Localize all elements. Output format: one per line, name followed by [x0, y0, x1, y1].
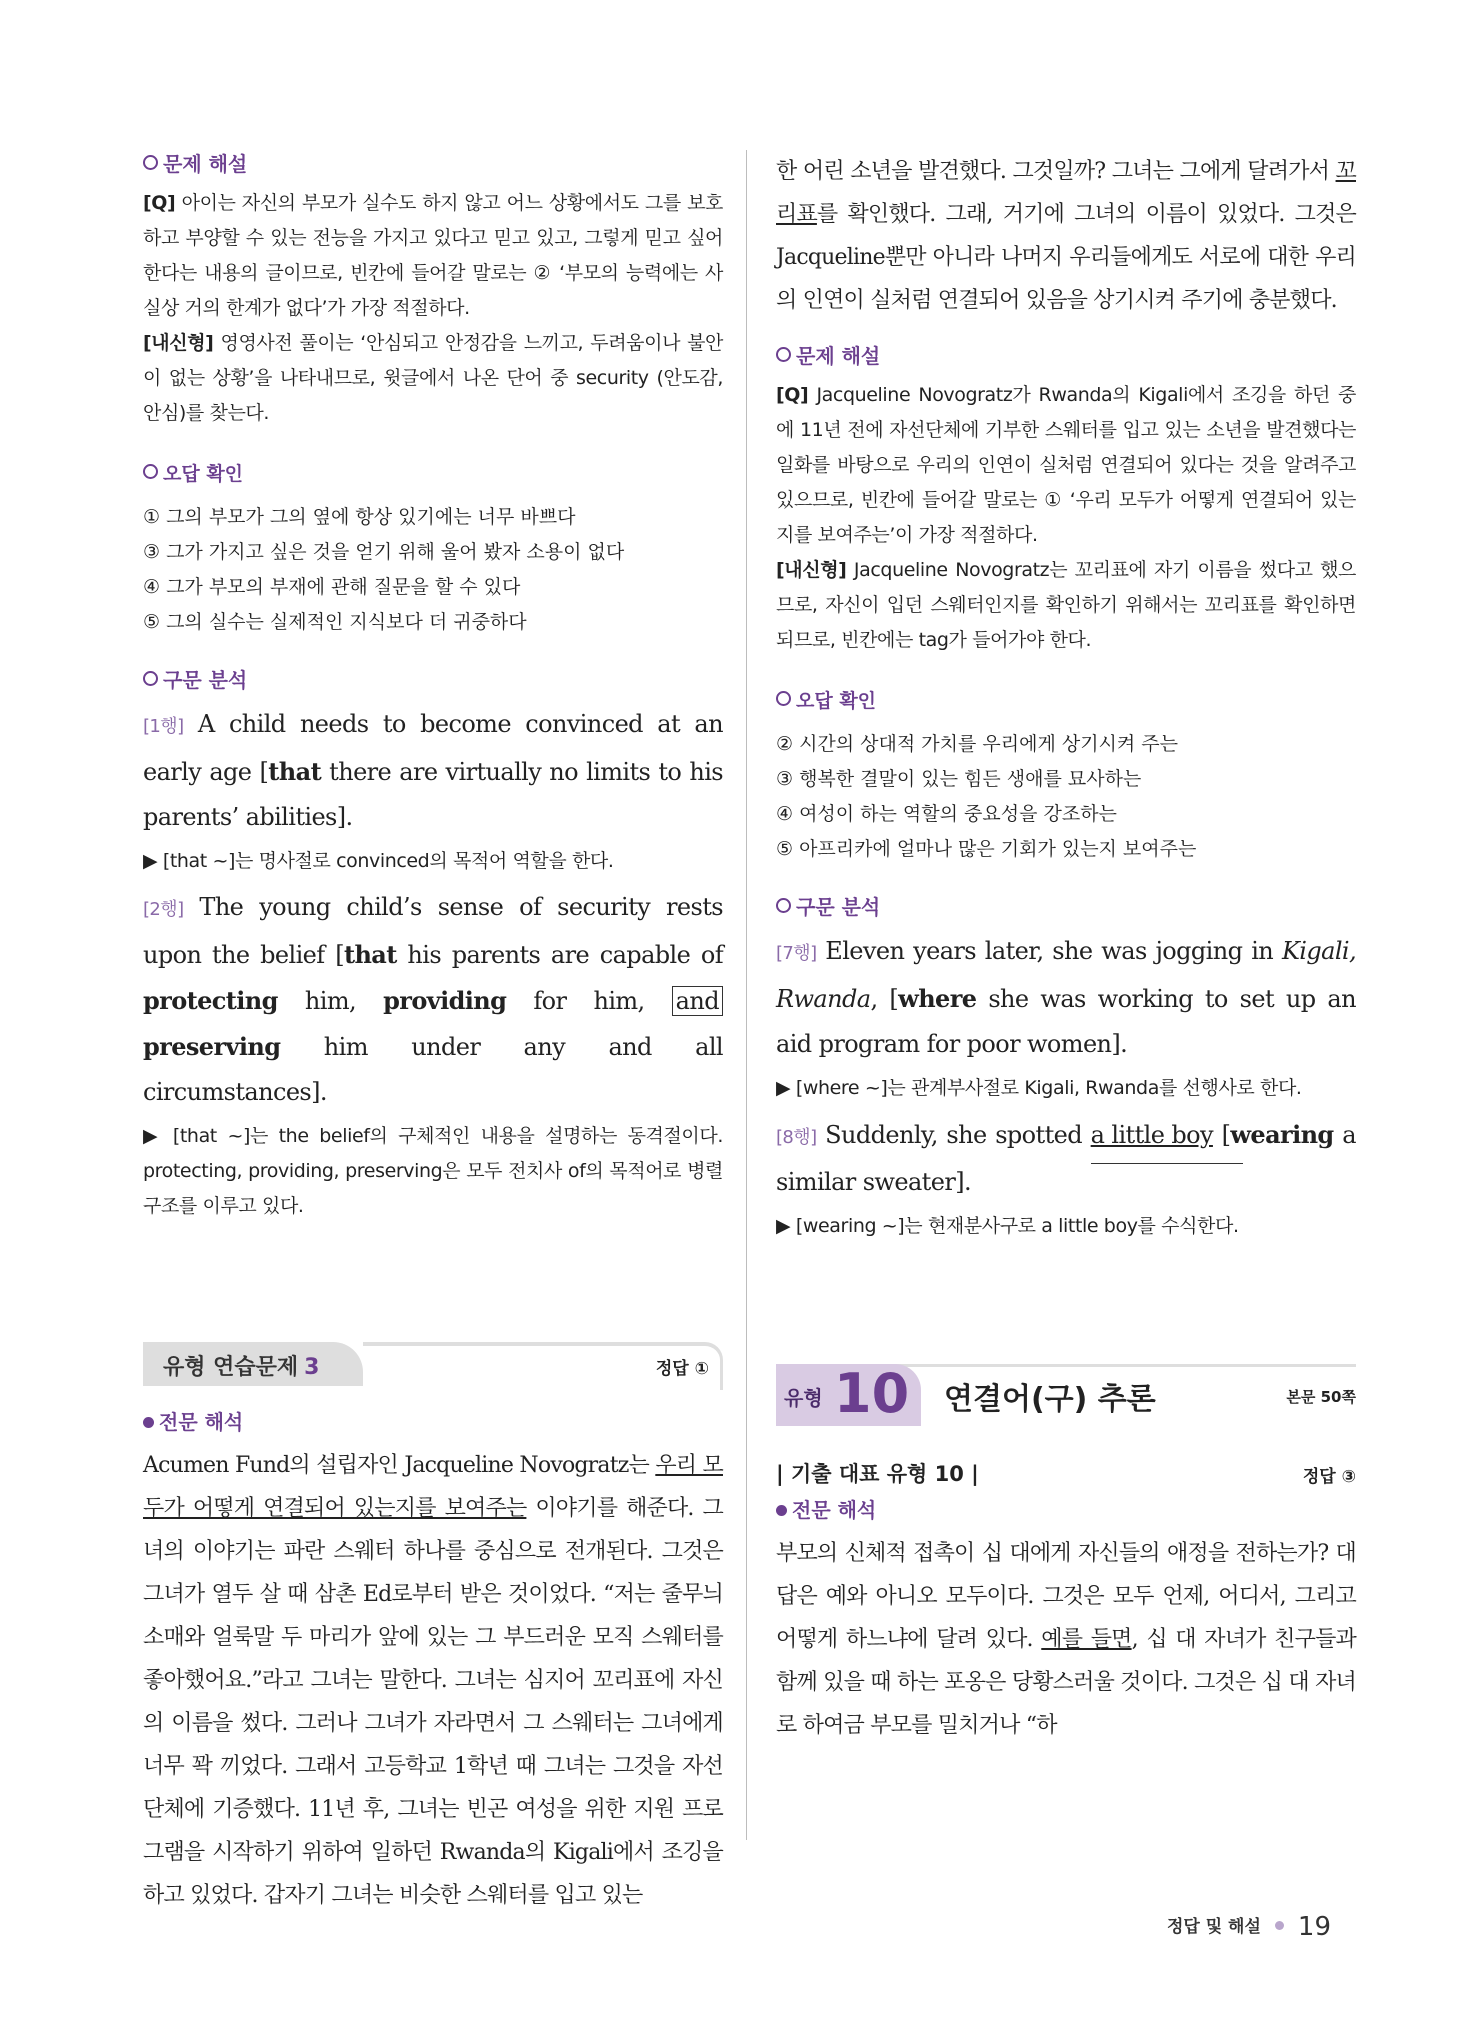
- right-column: [776, 150, 1356, 1747]
- section-heading: 문제 해설: [143, 150, 723, 178]
- explanation-naesin: [내신형] Jacqueline Novogratz는 꼬리표에 자기 이름을 썼다고 했으므로, 자신이 입던 스웨터인지를 확인하기 위해서는 꼬리표를 확인하면 되므로, 빈칸에는 tag가 들어가야 한다.: [776, 559, 1356, 651]
- section-heading: 오답 확인: [143, 457, 723, 492]
- circle-bullet-icon: [776, 691, 791, 706]
- circle-bullet-icon: [143, 464, 158, 479]
- circle-bullet-icon: [776, 347, 791, 362]
- list-item: ⑤ 아프리카에 얼마나 많은 기회가 있는지 보여주는: [776, 838, 1197, 860]
- circle-bullet-icon: [143, 155, 158, 170]
- representative-type-row: [776, 1456, 1356, 1492]
- type-10-header: [776, 1364, 1356, 1430]
- type-label: 유형: [784, 1386, 823, 1410]
- footer-dot-icon: [1275, 1921, 1284, 1930]
- problem-explanation-section: [776, 342, 1356, 658]
- answer-label: 정답 ③: [1302, 1467, 1356, 1487]
- sentence-line-7: [7행] Eleven years later, she was jogging in Kigali, Rwanda, [where she was working to set up an aid program for poor women].: [776, 937, 1356, 1058]
- wrong-answer-section: [143, 457, 723, 640]
- problem-explanation-section: [143, 150, 723, 431]
- explanation-q: [Q] Jacqueline Novogratz가 Rwanda의 Kigali에서 조깅을 하던 중에 11년 전에 자선단체에 기부한 스웨터를 입고 있는 소년을 발견했다는 일화를 바탕으로 우리의 인연이 실처럼 연결되어 있다는 것을 알려주고 있으므로, 빈칸에 들어갈 말로는 ① ‘우리 모두가 어떻게 연결되어 있는지를 보여주는’이 가장 적절하다.: [776, 384, 1356, 546]
- type-number: 10: [834, 1362, 910, 1425]
- page-reference: 본문 50쪽: [1286, 1388, 1356, 1406]
- sentence-note-8: ▶ [wearing ~]는 현재분사구로 a little boy를 수식한다.: [776, 1215, 1239, 1237]
- explanation-q: [Q] 아이는 자신의 부모가 실수도 하지 않고 어느 상황에서도 그를 보호하고 부양할 수 있는 전능을 가지고 있다고 믿고 있고, 그렇게 믿고 싶어 한다는 내용의 글이므로, 빈칸에 들어갈 말로는 ② ‘부모의 능력에는 사실상 거의 한계가 없다’가 가장 적절하다.: [143, 192, 723, 319]
- dot-bullet-icon: [143, 1417, 154, 1428]
- list-item: ④ 그가 부모의 부재에 관해 질문을 할 수 있다: [143, 576, 521, 598]
- page-number: 19: [1297, 1912, 1331, 1942]
- practice-title: 유형 연습문제 3: [163, 1355, 320, 1380]
- sentence-line-1: [1행] A child needs to become convinced at an early age [that there are virtually no limits to his parents’ abilities].: [143, 710, 723, 831]
- sentence-line-8: [8행] Suddenly, she spotted a little boy [wearing a similar sweater].: [776, 1112, 1356, 1205]
- list-item: ③ 그가 가지고 싶은 것을 얻기 위해 울어 봤자 소용이 없다: [143, 541, 625, 563]
- section-heading: 오답 확인: [776, 684, 1356, 719]
- practice-problem-bar: [143, 1342, 723, 1388]
- section-heading: 문제 해설: [776, 342, 1356, 370]
- modifier-arrow-icon: [1091, 1155, 1243, 1164]
- representative-label: | 기출 대표 유형 10 |: [776, 1462, 979, 1486]
- full-translation: Acumen Fund의 설립자인 Jacqueline Novogratz는 우리 모두가 어떻게 연결되어 있는지를 보여주는 이야기를 해준다. 그녀의 이야기는 파란 스웨터 하나를 중심으로 전개된다. 그것은 그녀가 열두 살 때 삼촌 Ed로부터 받은 것이었다. “저는 줄무늬 소매와 얼룩말 두 마리가 앞에 있는 그 부드러운 모직 스웨터를 좋아했어요.”라고 그녀는 말한다. 그녀는 심지어 꼬리표에 자신의 이름을 썼다. 그러나 그녀가 자라면서 그 스웨터는 그녀에게 너무 꽉 끼었다. 그래서 고등학교 1학년 때 그녀는 그것을 자선단체에 기증했다. 11년 후, 그녀는 빈곤 여성을 위한 지원 프로그램을 시작하기 위하여 일하던 Rwanda의 Kigali에서 조깅을 하고 있었다. 갑자기 그녀는 비슷한 스웨터를 입고 있는: [143, 1453, 723, 1908]
- sentence-note-7: ▶ [where ~]는 관계부사절로 Kigali, Rwanda를 선행사로 한다.: [776, 1077, 1302, 1099]
- syntax-section: [776, 893, 1356, 1244]
- full-translation: 부모의 신체적 접촉이 십 대에게 자신들의 애정을 전하는가? 대답은 예와 아니오 모두이다. 그것은 모두 언제, 어디서, 그리고 어떻게 하느냐에 달려 있다. 예를 들면, 십 대 자녀가 친구들과 함께 있을 때 하는 포옹은 당황스러울 것이다. 그것은 십 대 자녀로 하여금 부모를 밀치거나 “하: [776, 1541, 1356, 1738]
- section-heading: 전문 해석: [776, 1496, 1356, 1524]
- sentence-note-2: ▶ [that ~]는 the belief의 구체적인 내용을 설명하는 동격절이다. protecting, providing, preserving은 모두 전치사 of의 목적어로 병렬구조를 이루고 있다.: [143, 1125, 723, 1217]
- answer-label: 정답 ①: [655, 1359, 709, 1379]
- syntax-section: [143, 666, 723, 1224]
- section-heading: 구문 분석: [143, 666, 723, 694]
- list-item: ④ 여성이 하는 역할의 중요성을 강조하는: [776, 803, 1117, 825]
- list-item: ① 그의 부모가 그의 옆에 항상 있기에는 너무 바쁘다: [143, 506, 576, 528]
- circle-bullet-icon: [776, 898, 791, 913]
- list-item: ⑤ 그의 실수는 실제적인 지식보다 더 귀중하다: [143, 611, 527, 633]
- column-divider: [746, 150, 747, 1840]
- section-heading: 구문 분석: [776, 893, 1356, 921]
- circle-bullet-icon: [143, 671, 158, 686]
- modified-noun: a little boy: [1091, 1113, 1213, 1158]
- wrong-answer-section: [776, 684, 1356, 867]
- page-footer: 정답 및 해설 19: [1166, 1912, 1331, 1942]
- dot-bullet-icon: [776, 1505, 787, 1516]
- list-item: ③ 행복한 결말이 있는 힘든 생애를 묘사하는: [776, 768, 1142, 790]
- explanation-naesin: [내신형] 영영사전 풀이는 ‘안심되고 안정감을 느끼고, 두려움이나 불안이 없는 상황’을 나타내므로, 윗글에서 나온 단어 중 security (안도감, 안심)를 찾는다.: [143, 332, 723, 424]
- section-heading: 전문 해석: [143, 1408, 723, 1436]
- sentence-note-1: ▶ [that ~]는 명사절로 convinced의 목적어 역할을 한다.: [143, 850, 614, 872]
- list-item: ② 시간의 상대적 가치를 우리에게 상기시켜 주는: [776, 733, 1178, 755]
- left-column: [143, 150, 723, 1917]
- sentence-line-2: [2행] The young child’s sense of security rests upon the belief [that his parents are capable of protecting him, providing for him, and preserving him under any and all circumstances].: [143, 893, 724, 1106]
- type-title: 연결어(구) 추론: [944, 1382, 1156, 1417]
- translation-continued: 한 어린 소년을 발견했다. 그것일까? 그녀는 그에게 달려가서 꼬리표를 확인했다. 그래, 거기에 그녀의 이름이 있었다. 그것은 Jacqueline뿐만 아니라 나머지 우리들에게도 서로에 대한 우리의 인연이 실처럼 연결되어 있음을 상기시켜 주기에 충분했다.: [776, 159, 1356, 313]
